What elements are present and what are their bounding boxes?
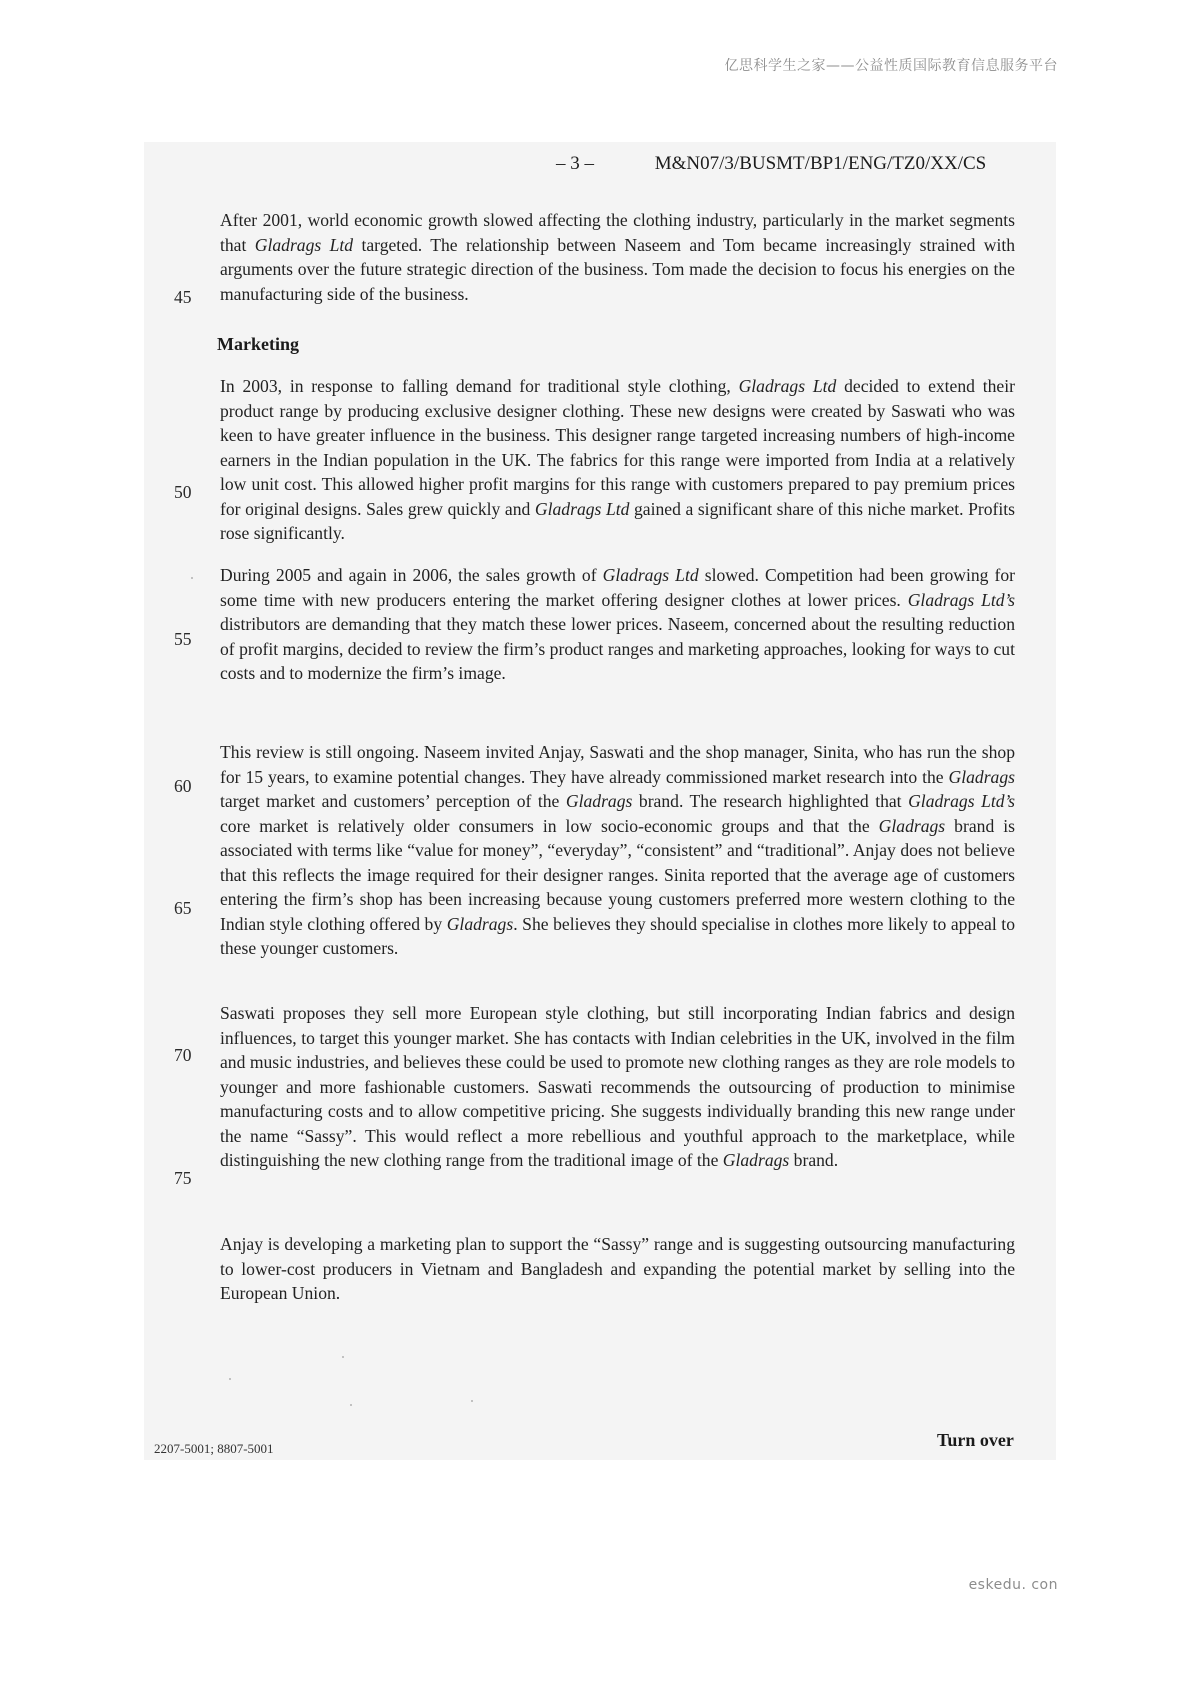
line-number: 70	[174, 1045, 192, 1065]
company-name-italic: Gladrags	[565, 791, 633, 811]
text-run: Anjay is developing a marketing plan to support the “Sassy” range and is suggesting outsourcing manufacturing to lower-cost producers in Vietnam and Bangladesh and expanding the potential market by selling into the European Union.	[220, 1234, 1015, 1303]
text-run: brand. The research highlighted that	[632, 791, 909, 811]
scan-speck	[471, 1400, 473, 1402]
text-run: core market is relatively older consumers in low socio-economic groups and that the	[220, 815, 879, 836]
line-number: 45	[174, 287, 192, 307]
company-name-italic: Gladrags Ltd	[254, 234, 354, 255]
company-name-italic: Gladrags	[948, 766, 1015, 787]
paragraph	[220, 563, 1015, 686]
line-number: 55	[174, 629, 192, 649]
text-run: . She believes they should specialise in clothes more likely to appeal to these younger customers.	[220, 913, 1015, 958]
text-run: During 2005 and again in 2006, the sales growth of	[220, 565, 603, 585]
text-run: Saswati proposes they sell more European style clothing, but still incorporating Indian fabrics and design influences, to target this younger market. She has contacts with Indian celebrities in the UK, involved in the film and music industries, and believes these could be used to promote new clothing ranges as they are role models to younger and more fashionable customers. Saswati recommends the outsourcing of production to minimise manufacturing costs and to allow competitive pricing. She suggests individually branding this new range under the name “Sassy”. This would reflect a more rebellious and youthful approach to the marketplace, while distinguishing the new clothing range from the traditional image of the	[220, 1003, 1015, 1170]
text-run: This review is still ongoing. Naseem invited Anjay, Saswati and the shop manager, Sinita, who has run the shop for 15 years, to examine potential changes. They have already commissioned market research into the	[220, 742, 1015, 787]
scan-speck	[342, 1356, 344, 1358]
company-name-italic: Gladrags Ltd	[602, 565, 699, 585]
text-run: slowed. Competition had been growing for some time with new producers entering the market offering designer clothes at lower prices.	[220, 565, 1016, 610]
text-run: brand.	[789, 1150, 839, 1170]
page-header	[556, 153, 986, 175]
page-number: – 3 –	[556, 153, 594, 174]
line-number: 60	[174, 776, 192, 796]
company-name-italic: Gladrags	[878, 815, 946, 836]
company-name-italic: Gladrags Ltd’s	[907, 589, 1015, 610]
line-number: 50	[174, 482, 192, 502]
scan-speck	[350, 1404, 352, 1406]
text-run: In 2003, in response to falling demand for traditional style clothing,	[220, 376, 739, 396]
paragraph	[220, 374, 1015, 546]
line-number: 75	[174, 1168, 192, 1188]
paragraph	[220, 1001, 1015, 1173]
paragraph	[220, 1232, 1015, 1306]
text-run: gained a significant share of this niche market. Profits rose significantly.	[220, 498, 1015, 543]
text-run: target market and customers’ perception of the	[220, 791, 566, 811]
section-heading: Marketing	[217, 334, 299, 354]
company-name-italic: Gladrags	[722, 1150, 790, 1170]
scan-speck	[191, 577, 193, 579]
company-name-italic: Gladrags Ltd	[534, 498, 630, 519]
text-run: decided to extend their product range by producing exclusive designer clothing. These new designs were created by Saswati who was keen to have greater influence in the business. This designer range targeted increasing numbers of high-income earners in the Indian population in the UK. The fabrics for this range were imported from India at a relatively low unit cost. This allowed higher profit margins for this range with customers prepared to pay premium prices for original designs. Sales grew quickly and	[220, 376, 1015, 519]
text-run: targeted. The relationship between Naseem and Tom became increasingly strained with arguments over the future strategic direction of the business. Tom made the decision to focus his energies on the manufacturing side of the business.	[220, 234, 1016, 304]
line-number: 65	[174, 898, 192, 918]
watermark-bottom: eskedu. con	[968, 1577, 1058, 1593]
turn-over-label: Turn over	[937, 1430, 1014, 1450]
paragraph	[220, 208, 1015, 306]
scan-speck	[229, 1378, 231, 1380]
text-run: distributors are demanding that they match these lower prices. Naseem, concerned about the resulting reduction of profit margins, decided to review the firm’s product ranges and marketing approaches, looking for ways to cut costs and to modernize the firm’s image.	[220, 614, 1015, 683]
company-name-italic: Gladrags Ltd’s	[908, 791, 1015, 811]
footer-code: 2207-5001; 8807-5001	[154, 1441, 274, 1456]
paper-code: M&N07/3/BUSMT/BP1/ENG/TZ0/XX/CS	[654, 153, 987, 174]
paragraph	[220, 740, 1015, 961]
watermark-top: 亿思科学生之家——公益性质国际教育信息服务平台	[724, 58, 1058, 74]
text-run: After 2001, world economic growth slowed affecting the clothing industry, particularly in the market segments that	[220, 210, 1015, 255]
company-name-italic: Gladrags	[446, 913, 514, 934]
text-run: brand is associated with terms like “value for money”, “everyday”, “consistent” and “traditional”. Anjay does not believe that this reflects the image required for their designer ranges. Sinita reported that the average age of customers entering the firm’s shop has been increasing because young customers preferred more western clothing to the Indian style clothing offered by	[220, 815, 1016, 934]
company-name-italic: Gladrags Ltd	[738, 376, 837, 396]
